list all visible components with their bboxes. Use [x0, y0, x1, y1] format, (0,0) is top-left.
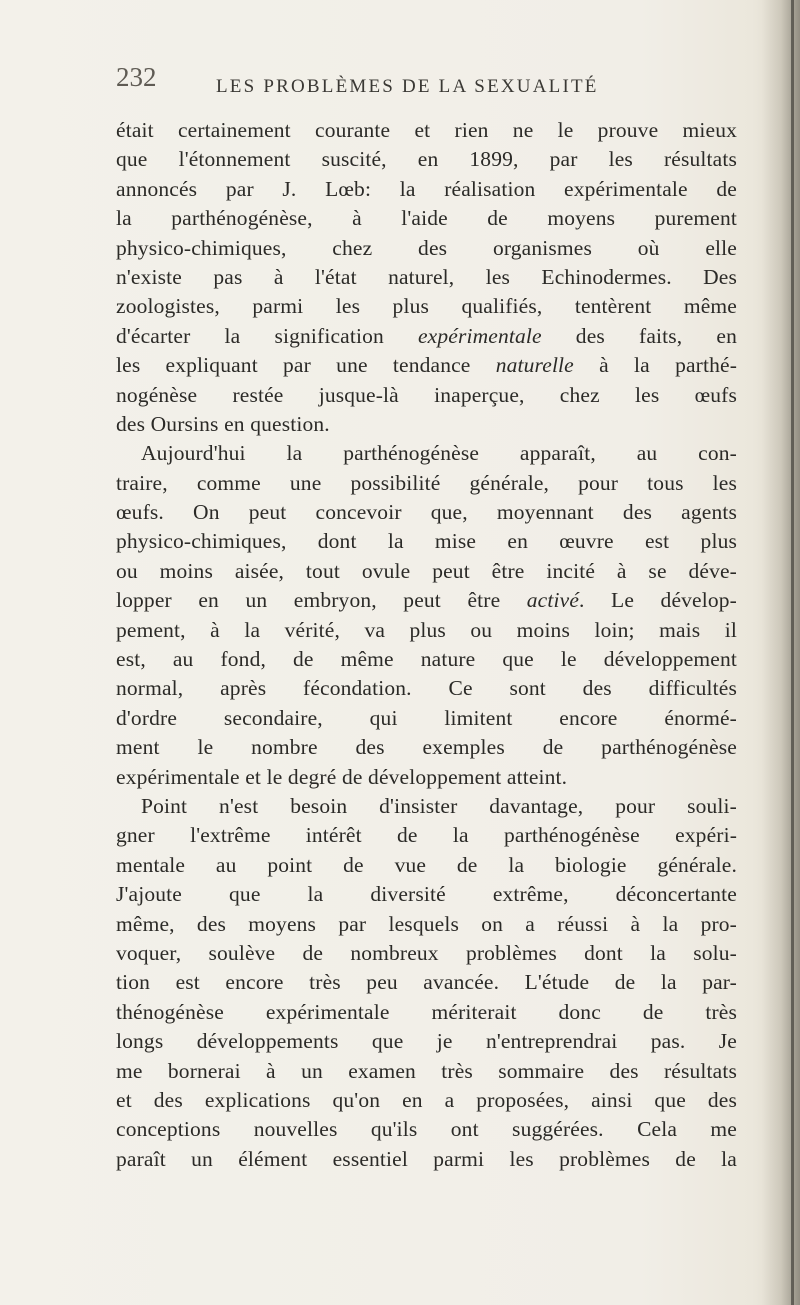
text-line: est, au fond, de même nature que le développement	[116, 647, 737, 672]
running-head: LES PROBLÈMES DE LA SEXUALITÉ	[216, 76, 599, 97]
text-line: même, des moyens par lesquels on a réussi à la pro-	[116, 911, 737, 936]
emphasis-text: naturelle	[495, 353, 574, 378]
text-line: pement, à la vérité, va plus ou moins loin; mais il	[116, 617, 737, 642]
text-line: nogénèse restée jusque-là inaperçue, chez les œufs	[116, 382, 737, 407]
text-line: d'ordre secondaire, qui limitent encore énormé-	[116, 705, 737, 730]
text-line: paraît un élément essentiel parmi les problèmes de la	[116, 1146, 737, 1171]
text-segment: lopper en un embryon, peut être	[116, 588, 527, 613]
text-line: ment le nombre des exemples de parthénogénèse	[116, 735, 737, 760]
text-line: physico-chimiques, chez des organismes où elle	[116, 235, 737, 260]
text-segment: d'écarter la signification	[116, 323, 418, 348]
text-segment: des faits, en	[541, 323, 737, 348]
text-line: me bornerai à un examen très sommaire des résultats	[116, 1058, 737, 1083]
text-line: normal, après fécondation. Ce sont des difficultés	[116, 676, 737, 701]
text-line	[116, 322, 737, 351]
text-line: était certainement courante et rien ne le prouve mieux	[116, 118, 737, 142]
text-line: J'ajoute que la diversité extrême, déconcertante	[116, 882, 737, 907]
text-segment: . Le dévelop-	[579, 588, 737, 613]
text-segment: à la parthé-	[573, 353, 738, 378]
text-line: physico-chimiques, dont la mise en œuvre est plus	[116, 529, 737, 554]
text-line: des Oursins en question.	[116, 411, 330, 436]
text-line: tion est encore très peu avancée. L'étude de la par-	[116, 970, 737, 995]
text-line: la parthénogénèse, à l'aide de moyens purement	[116, 206, 737, 231]
page-number: 232	[116, 62, 157, 92]
text-line: œufs. On peut concevoir que, moyennant des agents	[116, 500, 737, 525]
text-line: thénogénèse expérimentale mériterait donc de très	[116, 999, 737, 1024]
text-line: voquer, soulève de nombreux problèmes dont la solu-	[116, 940, 737, 965]
page-edge-shadow	[762, 0, 800, 1305]
text-line: Aujourd'hui la parthénogénèse apparaît, au con-	[141, 441, 737, 466]
text-line: annoncés par J. Lœb: la réalisation expérimentale de	[116, 176, 737, 201]
text-line: expérimentale et le degré de développement atteint.	[116, 764, 568, 789]
text-line: et des explications qu'on en a proposées, ainsi que des	[116, 1087, 737, 1112]
emphasis-text: activé	[526, 588, 580, 613]
emphasis-text: expérimentale	[417, 323, 542, 348]
text-line: longs développements que je n'entreprendrai pas. Je	[116, 1029, 737, 1054]
text-line: n'existe pas à l'état naturel, les Echinodermes. Des	[116, 264, 737, 289]
binding-edge	[791, 0, 794, 1305]
text-line: zoologistes, parmi les plus qualifiés, tentèrent même	[116, 294, 737, 319]
text-line: traire, comme une possibilité générale, pour tous les	[116, 470, 737, 495]
text-line	[116, 586, 737, 615]
text-line: gner l'extrême intérêt de la parthénogénèse expéri-	[116, 823, 737, 848]
text-line: que l'étonnement suscité, en 1899, par les résultats	[116, 147, 737, 172]
text-line: conceptions nouvelles qu'ils ont suggérées. Cela me	[116, 1117, 737, 1142]
body-text	[116, 116, 737, 1174]
text-line: Point n'est besoin d'insister davantage, pour souli-	[141, 793, 737, 818]
text-segment: les expliquant par une tendance	[116, 353, 496, 378]
text-line	[116, 351, 737, 380]
text-line: ou moins aisée, tout ovule peut être incité à se déve-	[116, 558, 737, 583]
text-line: mentale au point de vue de la biologie générale.	[116, 852, 737, 877]
